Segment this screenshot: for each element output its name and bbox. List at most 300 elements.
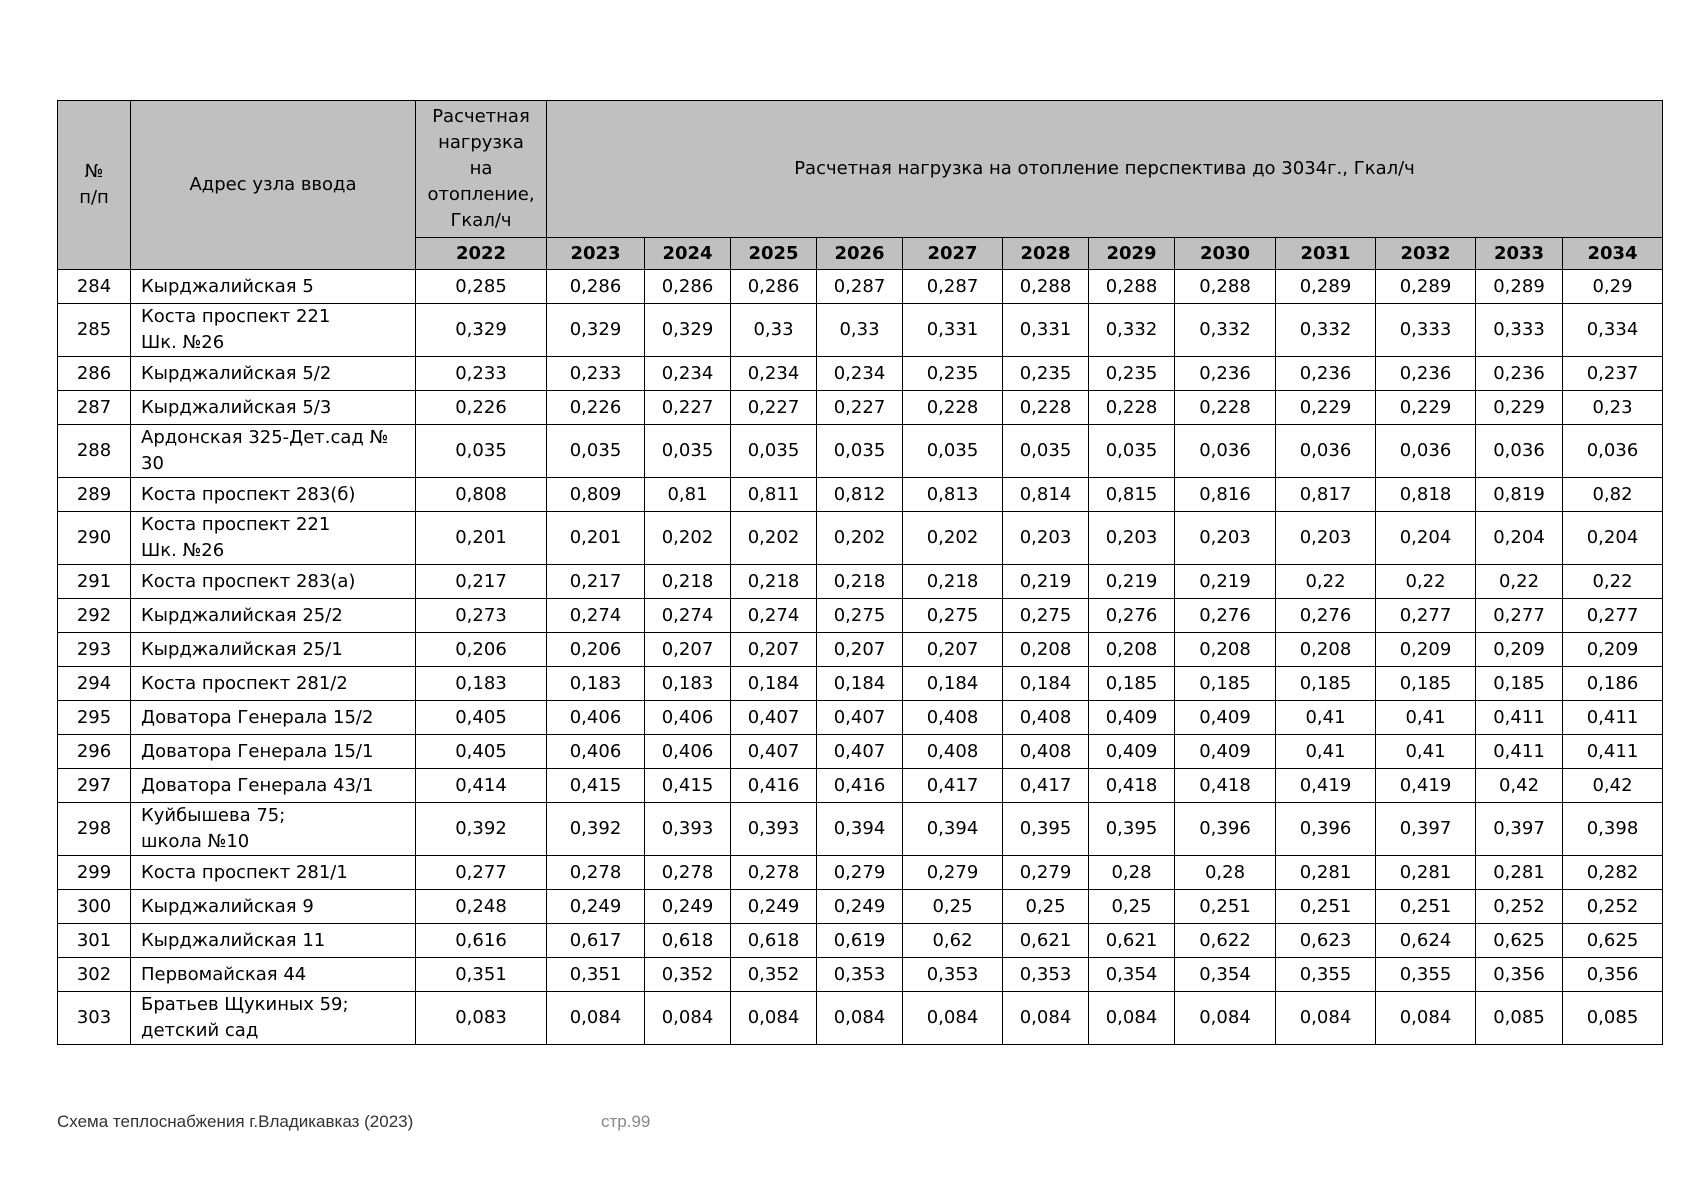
cell-address: Коста проспект 221 Шк. №26 [131,304,416,357]
cell-value: 0,085 [1563,992,1663,1045]
cell-value: 0,202 [903,512,1003,565]
table-row [58,633,1663,667]
cell-value: 0,286 [547,270,645,304]
cell-value: 0,289 [1376,270,1476,304]
cell-address: Кырджалийская 9 [131,890,416,924]
cell-value: 0,228 [1089,391,1175,425]
cell-value: 0,184 [817,667,903,701]
cell-value: 0,201 [416,512,547,565]
cell-value: 0,355 [1276,958,1376,992]
cell-value: 0,813 [903,478,1003,512]
cell-value: 0,411 [1476,701,1563,735]
cell-value: 0,333 [1476,304,1563,357]
cell-value: 0,393 [731,803,817,856]
cell-value: 0,414 [416,769,547,803]
cell-value: 0,248 [416,890,547,924]
cell-value: 0,418 [1089,769,1175,803]
cell-value: 0,276 [1276,599,1376,633]
cell-value: 0,277 [1376,599,1476,633]
cell-value: 0,353 [817,958,903,992]
header-perspective: Расчетная нагрузка на отопление перспектива до 3034г., Гкал/ч [547,101,1663,238]
cell-value: 0,623 [1276,924,1376,958]
cell-num: 285 [58,304,131,357]
cell-value: 0,184 [731,667,817,701]
cell-value: 0,236 [1376,357,1476,391]
cell-value: 0,419 [1276,769,1376,803]
cell-value: 0,395 [1003,803,1089,856]
footer-page-number: стр.99 [601,1112,651,1131]
cell-value: 0,817 [1276,478,1376,512]
cell-value: 0,203 [1003,512,1089,565]
cell-value: 0,084 [1175,992,1276,1045]
cell-value: 0,351 [547,958,645,992]
cell-value: 0,22 [1476,565,1563,599]
cell-value: 0,206 [416,633,547,667]
cell-value: 0,408 [903,735,1003,769]
cell-num: 302 [58,958,131,992]
cell-num: 288 [58,425,131,478]
cell-value: 0,228 [1003,391,1089,425]
cell-value: 0,416 [731,769,817,803]
cell-value: 0,812 [817,478,903,512]
table-row [58,856,1663,890]
cell-value: 0,405 [416,701,547,735]
cell-value: 0,81 [645,478,731,512]
cell-value: 0,418 [1175,769,1276,803]
cell-value: 0,411 [1563,701,1663,735]
cell-value: 0,282 [1563,856,1663,890]
cell-value: 0,405 [416,735,547,769]
cell-value: 0,285 [416,270,547,304]
table-row [58,565,1663,599]
cell-num: 303 [58,992,131,1045]
cell-address: Кырджалийская 25/2 [131,599,416,633]
cell-num: 294 [58,667,131,701]
cell-value: 0,083 [416,992,547,1045]
cell-value: 0,084 [1276,992,1376,1045]
cell-value: 0,208 [1003,633,1089,667]
cell-value: 0,236 [1276,357,1376,391]
cell-value: 0,281 [1376,856,1476,890]
cell-value: 0,619 [817,924,903,958]
cell-value: 0,237 [1563,357,1663,391]
cell-value: 0,036 [1376,425,1476,478]
cell-value: 0,084 [547,992,645,1045]
header-year: 2030 [1175,238,1276,270]
cell-value: 0,249 [817,890,903,924]
cell-value: 0,084 [1089,992,1175,1045]
cell-value: 0,819 [1476,478,1563,512]
cell-value: 0,331 [1003,304,1089,357]
cell-value: 0,183 [547,667,645,701]
cell-value: 0,406 [547,735,645,769]
cell-value: 0,329 [547,304,645,357]
cell-value: 0,227 [645,391,731,425]
cell-address: Коста проспект 283(б) [131,478,416,512]
cell-value: 0,331 [903,304,1003,357]
cell-value: 0,289 [1276,270,1376,304]
header-year: 2031 [1276,238,1376,270]
cell-value: 0,616 [416,924,547,958]
cell-address: Кырджалийская 5/2 [131,357,416,391]
cell-value: 0,185 [1175,667,1276,701]
cell-value: 0,277 [416,856,547,890]
cell-value: 0,202 [731,512,817,565]
cell-value: 0,352 [731,958,817,992]
cell-num: 290 [58,512,131,565]
cell-value: 0,275 [903,599,1003,633]
table-row [58,890,1663,924]
cell-value: 0,408 [1003,735,1089,769]
cell-value: 0,281 [1476,856,1563,890]
table-row [58,769,1663,803]
table-body [58,270,1663,1045]
cell-num: 284 [58,270,131,304]
cell-value: 0,415 [547,769,645,803]
table-row [58,701,1663,735]
cell-value: 0,277 [1563,599,1663,633]
header-base-load: Расчетная нагрузка на отопление, Гкал/ч [416,101,547,238]
cell-value: 0,035 [731,425,817,478]
cell-value: 0,084 [1376,992,1476,1045]
cell-value: 0,227 [731,391,817,425]
cell-value: 0,235 [1089,357,1175,391]
cell-value: 0,279 [817,856,903,890]
cell-value: 0,185 [1476,667,1563,701]
cell-num: 296 [58,735,131,769]
cell-address: Кырджалийская 5/3 [131,391,416,425]
cell-value: 0,279 [903,856,1003,890]
cell-value: 0,036 [1563,425,1663,478]
cell-value: 0,355 [1376,958,1476,992]
cell-value: 0,42 [1476,769,1563,803]
cell-value: 0,29 [1563,270,1663,304]
cell-value: 0,621 [1003,924,1089,958]
cell-value: 0,233 [547,357,645,391]
cell-value: 0,186 [1563,667,1663,701]
cell-value: 0,204 [1563,512,1663,565]
cell-num: 292 [58,599,131,633]
cell-value: 0,396 [1276,803,1376,856]
cell-value: 0,226 [547,391,645,425]
cell-value: 0,035 [817,425,903,478]
cell-value: 0,41 [1276,701,1376,735]
cell-value: 0,816 [1175,478,1276,512]
footer-doc-title: Схема теплоснабжения г.Владикавказ (2023) [57,1112,414,1131]
cell-value: 0,275 [1003,599,1089,633]
cell-value: 0,203 [1276,512,1376,565]
cell-value: 0,28 [1089,856,1175,890]
cell-value: 0,28 [1175,856,1276,890]
header-year: 2023 [547,238,645,270]
cell-value: 0,334 [1563,304,1663,357]
cell-value: 0,228 [1175,391,1276,425]
cell-value: 0,208 [1175,633,1276,667]
cell-value: 0,329 [416,304,547,357]
cell-value: 0,352 [645,958,731,992]
cell-address: Первомайская 44 [131,958,416,992]
header-year: 2026 [817,238,903,270]
header-year: 2032 [1376,238,1476,270]
table-row [58,391,1663,425]
cell-value: 0,035 [416,425,547,478]
cell-value: 0,277 [1476,599,1563,633]
cell-value: 0,185 [1376,667,1476,701]
cell-value: 0,275 [817,599,903,633]
cell-value: 0,621 [1089,924,1175,958]
cell-value: 0,218 [817,565,903,599]
cell-value: 0,409 [1089,701,1175,735]
cell-value: 0,417 [903,769,1003,803]
cell-value: 0,398 [1563,803,1663,856]
cell-value: 0,286 [731,270,817,304]
cell-value: 0,229 [1376,391,1476,425]
table-row [58,924,1663,958]
cell-address: Кырджалийская 5 [131,270,416,304]
cell-value: 0,035 [547,425,645,478]
cell-value: 0,251 [1376,890,1476,924]
table-row [58,803,1663,856]
cell-num: 298 [58,803,131,856]
table-row [58,958,1663,992]
table-row [58,992,1663,1045]
cell-value: 0,235 [1003,357,1089,391]
cell-value: 0,395 [1089,803,1175,856]
cell-value: 0,411 [1563,735,1663,769]
cell-value: 0,219 [1089,565,1175,599]
cell-value: 0,085 [1476,992,1563,1045]
cell-num: 299 [58,856,131,890]
cell-value: 0,184 [903,667,1003,701]
cell-value: 0,289 [1476,270,1563,304]
cell-address: Братьев Щукиных 59; детский сад [131,992,416,1045]
cell-value: 0,618 [645,924,731,958]
cell-value: 0,208 [1276,633,1376,667]
cell-value: 0,209 [1563,633,1663,667]
cell-num: 295 [58,701,131,735]
cell-value: 0,276 [1175,599,1276,633]
cell-value: 0,206 [547,633,645,667]
table-row [58,512,1663,565]
table-row [58,599,1663,633]
cell-value: 0,185 [1089,667,1175,701]
cell-value: 0,208 [1089,633,1175,667]
cell-value: 0,227 [817,391,903,425]
cell-value: 0,207 [903,633,1003,667]
cell-value: 0,62 [903,924,1003,958]
cell-value: 0,236 [1175,357,1276,391]
cell-value: 0,392 [416,803,547,856]
cell-value: 0,407 [817,701,903,735]
cell-value: 0,22 [1276,565,1376,599]
cell-value: 0,25 [1089,890,1175,924]
cell-value: 0,356 [1563,958,1663,992]
table-row [58,425,1663,478]
cell-num: 286 [58,357,131,391]
cell-value: 0,218 [731,565,817,599]
cell-value: 0,809 [547,478,645,512]
cell-value: 0,234 [645,357,731,391]
cell-value: 0,22 [1563,565,1663,599]
cell-value: 0,274 [547,599,645,633]
cell-address: Кырджалийская 11 [131,924,416,958]
header-year: 2028 [1003,238,1089,270]
cell-value: 0,084 [645,992,731,1045]
cell-value: 0,251 [1175,890,1276,924]
cell-value: 0,354 [1175,958,1276,992]
cell-value: 0,354 [1089,958,1175,992]
cell-value: 0,815 [1089,478,1175,512]
cell-value: 0,415 [645,769,731,803]
header-num: № п/п [58,101,131,270]
cell-value: 0,617 [547,924,645,958]
cell-value: 0,234 [817,357,903,391]
cell-value: 0,036 [1175,425,1276,478]
cell-value: 0,288 [1175,270,1276,304]
cell-value: 0,184 [1003,667,1089,701]
cell-address: Коста проспект 281/1 [131,856,416,890]
cell-value: 0,229 [1476,391,1563,425]
cell-value: 0,332 [1276,304,1376,357]
cell-value: 0,274 [645,599,731,633]
cell-value: 0,084 [731,992,817,1045]
cell-value: 0,274 [731,599,817,633]
cell-value: 0,408 [1003,701,1089,735]
header-year: 2029 [1089,238,1175,270]
cell-value: 0,035 [1003,425,1089,478]
header-year: 2034 [1563,238,1663,270]
cell-value: 0,279 [1003,856,1089,890]
cell-value: 0,185 [1276,667,1376,701]
cell-value: 0,235 [903,357,1003,391]
cell-value: 0,409 [1175,701,1276,735]
cell-value: 0,407 [731,701,817,735]
cell-value: 0,22 [1376,565,1476,599]
table-row [58,357,1663,391]
cell-value: 0,281 [1276,856,1376,890]
cell-num: 289 [58,478,131,512]
cell-address: Коста проспект 283(а) [131,565,416,599]
cell-num: 287 [58,391,131,425]
cell-value: 0,353 [1003,958,1089,992]
cell-value: 0,276 [1089,599,1175,633]
cell-value: 0,036 [1476,425,1563,478]
cell-num: 300 [58,890,131,924]
cell-value: 0,035 [1089,425,1175,478]
cell-value: 0,411 [1476,735,1563,769]
cell-value: 0,417 [1003,769,1089,803]
cell-address: Доватора Генерала 43/1 [131,769,416,803]
cell-value: 0,236 [1476,357,1563,391]
cell-value: 0,218 [645,565,731,599]
header-row-labels [58,101,1663,238]
cell-value: 0,035 [645,425,731,478]
cell-value: 0,82 [1563,478,1663,512]
cell-address: Куйбышева 75; школа №10 [131,803,416,856]
cell-value: 0,202 [645,512,731,565]
cell-num: 291 [58,565,131,599]
cell-value: 0,409 [1175,735,1276,769]
cell-value: 0,23 [1563,391,1663,425]
cell-value: 0,252 [1563,890,1663,924]
cell-num: 297 [58,769,131,803]
cell-value: 0,249 [645,890,731,924]
cell-value: 0,183 [645,667,731,701]
cell-value: 0,811 [731,478,817,512]
cell-value: 0,329 [645,304,731,357]
header-year: 2027 [903,238,1003,270]
cell-value: 0,407 [817,735,903,769]
cell-address: Доватора Генерала 15/1 [131,735,416,769]
cell-value: 0,233 [416,357,547,391]
cell-value: 0,217 [547,565,645,599]
cell-value: 0,252 [1476,890,1563,924]
cell-value: 0,229 [1276,391,1376,425]
cell-value: 0,036 [1276,425,1376,478]
cell-value: 0,407 [731,735,817,769]
cell-value: 0,251 [1276,890,1376,924]
table-row [58,478,1663,512]
cell-value: 0,219 [1003,565,1089,599]
cell-value: 0,278 [547,856,645,890]
cell-value: 0,288 [1089,270,1175,304]
cell-value: 0,204 [1376,512,1476,565]
cell-address: Доватора Генерала 15/2 [131,701,416,735]
table-row [58,735,1663,769]
cell-value: 0,625 [1563,924,1663,958]
cell-value: 0,41 [1376,701,1476,735]
cell-value: 0,084 [1003,992,1089,1045]
cell-value: 0,394 [817,803,903,856]
cell-value: 0,408 [903,701,1003,735]
header-address: Адрес узла ввода [131,101,416,270]
cell-value: 0,204 [1476,512,1563,565]
cell-value: 0,207 [645,633,731,667]
cell-value: 0,419 [1376,769,1476,803]
cell-value: 0,409 [1089,735,1175,769]
cell-value: 0,209 [1376,633,1476,667]
table-row [58,304,1663,357]
cell-value: 0,226 [416,391,547,425]
cell-value: 0,084 [817,992,903,1045]
cell-address: Коста проспект 281/2 [131,667,416,701]
cell-value: 0,218 [903,565,1003,599]
cell-value: 0,618 [731,924,817,958]
cell-value: 0,035 [903,425,1003,478]
cell-value: 0,397 [1476,803,1563,856]
cell-value: 0,622 [1175,924,1276,958]
cell-value: 0,33 [731,304,817,357]
cell-value: 0,201 [547,512,645,565]
cell-value: 0,25 [903,890,1003,924]
cell-value: 0,217 [416,565,547,599]
cell-value: 0,207 [817,633,903,667]
cell-value: 0,353 [903,958,1003,992]
cell-address: Кырджалийская 25/1 [131,633,416,667]
cell-num: 301 [58,924,131,958]
cell-value: 0,406 [645,701,731,735]
cell-value: 0,202 [817,512,903,565]
cell-value: 0,41 [1276,735,1376,769]
cell-value: 0,332 [1089,304,1175,357]
table-row [58,667,1663,701]
cell-value: 0,406 [547,701,645,735]
cell-num: 293 [58,633,131,667]
cell-value: 0,814 [1003,478,1089,512]
cell-value: 0,249 [547,890,645,924]
heat-load-table [57,100,1663,1045]
cell-value: 0,624 [1376,924,1476,958]
